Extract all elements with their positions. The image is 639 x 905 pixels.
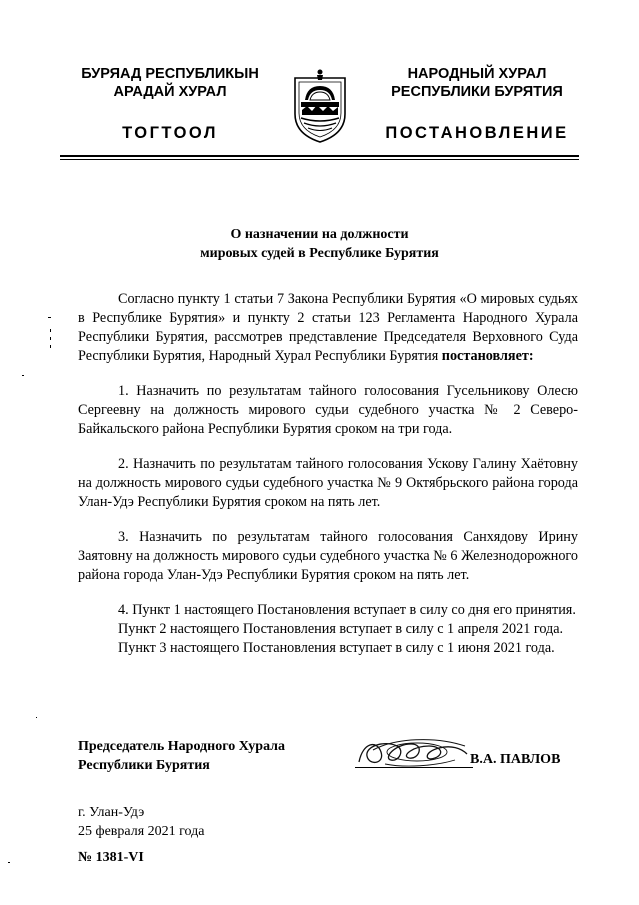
scan-speck [48, 317, 51, 318]
signature-line [355, 767, 473, 768]
header-right-line1: НАРОДНЫЙ ХУРАЛ [407, 66, 547, 82]
document-number: № 1381-VI [78, 850, 144, 865]
scan-speck [50, 337, 51, 340]
item-4-paragraph: 4. Пункт 1 настоящего Постановления вступает в силу со дня его принятия. [118, 602, 576, 618]
city: г. Улан-Удэ [78, 805, 145, 820]
preamble-text: Согласно пункту 1 статьи 7 Закона Республики Бурятия «О мировых судьях в Республике Бурятия» и пункту 2 статьи 123 Регламента Народного Хурала Республики Бурятия, рассмотрев представление Председателя Верховного Суда Республики Бурятия, Народный Хурал Республики Бурятия [78, 291, 578, 364]
resolves-colon: : [528, 348, 534, 364]
scan-speck [22, 375, 24, 376]
signatory-position [78, 737, 285, 775]
header-right-title [377, 65, 577, 101]
decree-label-buryat: ТОГТООЛ [122, 124, 218, 142]
item-3-paragraph: 3. Назначить по результатам тайного голосования Санхядову Ирину Заятовну на должность мирового судьи судебного участка № 6 Железнодорожного района города Улан-Удэ Республики Бурятия сроком на пять лет. [78, 529, 578, 583]
item-1-paragraph: 1. Назначить по результатам тайного голосования Гусельникову Олесю Сергеевну на должность мирового судьи судебного участка № 2 Северо-Байкальского района Республики Бурятия сроком на три года. [78, 383, 578, 437]
preamble-paragraph [78, 290, 578, 366]
scan-speck [50, 345, 51, 348]
scan-speck [36, 717, 37, 718]
document-title [60, 225, 579, 263]
scan-speck [50, 329, 51, 332]
item-2-paragraph: 2. Назначить по результатам тайного голосования Ускову Галину Хаётовну на должность мирового судьи судебного участка № 9 Октябрьского района города Улан-Удэ Республики Бурятия сроком на пять лет. [78, 456, 578, 510]
header-left-line2: АРАДАЙ ХУРАЛ [113, 84, 227, 100]
decree-label-russian: ПОСТАНОВЛЕНИЕ [385, 124, 569, 142]
item-4-clause-3: Пункт 3 настоящего Постановления вступает в силу с 1 июня 2021 года. [118, 640, 555, 656]
item-4-clause-2: Пункт 2 настоящего Постановления вступает в силу с 1 апреля 2021 года. [118, 621, 564, 637]
republic-of-buryatia-emblem-icon [289, 66, 351, 144]
header-right-line2: РЕСПУБЛИКИ БУРЯТИЯ [391, 84, 563, 100]
document-title-line2: мировых судей в Республике Бурятия [200, 246, 439, 261]
header-rule-thick [60, 155, 579, 157]
signatory-position-line1: Председатель Народного Хурала [78, 739, 286, 754]
header-left-title [70, 65, 270, 101]
resolves-word: постановляет [441, 348, 529, 364]
date: 25 февраля 2021 года [78, 824, 205, 839]
signatory-name: В.А. ПАВЛОВ [470, 752, 561, 767]
signatory-position-line2: Республики Бурятия [78, 758, 210, 773]
document-body [78, 290, 578, 658]
header-rule-thin [60, 159, 579, 160]
place-and-date [78, 803, 205, 841]
header-left-line1: БУРЯАД РЕСПУБЛИКЫН [81, 66, 259, 82]
document-title-line1: О назначении на должности [230, 227, 409, 242]
scan-speck [8, 862, 10, 863]
